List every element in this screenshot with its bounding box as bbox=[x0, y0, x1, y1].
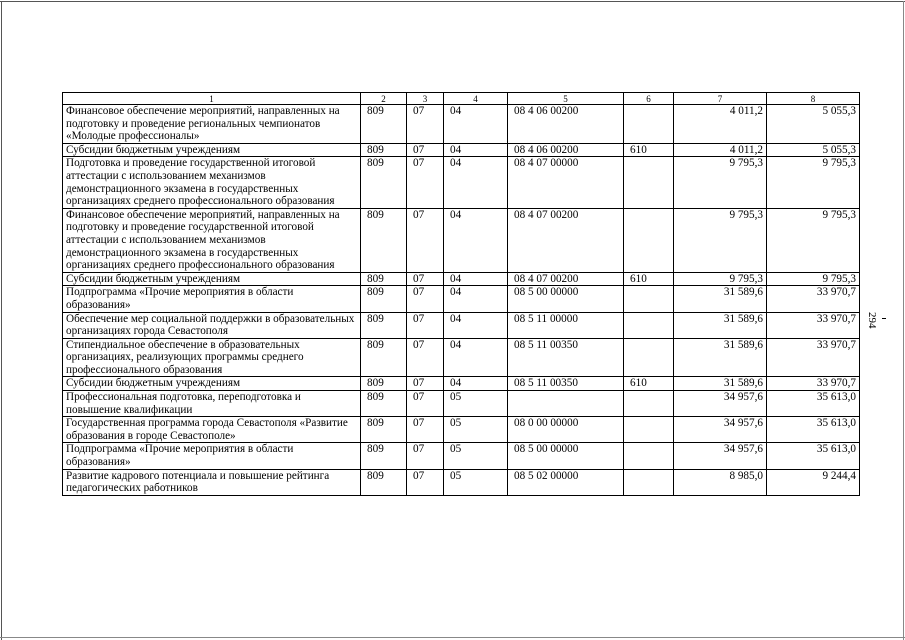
target-article-cell: 08 5 00 00000 bbox=[508, 443, 624, 469]
table-row bbox=[63, 157, 860, 208]
row-name-cell: Обеспечение мер социальной поддержки в образовательных организациях города Севастополя bbox=[63, 312, 361, 338]
row-name-cell: Профессиональная подготовка, переподготовка и повышение квалификации bbox=[63, 391, 361, 417]
ministry-code-cell: 809 bbox=[361, 469, 407, 495]
table-row bbox=[63, 338, 860, 377]
page-border-right bbox=[903, 1, 904, 640]
row-name-cell: Развитие кадрового потенциала и повышение рейтинга педагогических работников bbox=[63, 469, 361, 495]
amount-year1-cell: 9 795,3 bbox=[674, 272, 767, 286]
expense-type-cell bbox=[624, 312, 674, 338]
subsection-code-cell: 04 bbox=[444, 105, 508, 144]
ministry-code-cell: 809 bbox=[361, 377, 407, 391]
expense-type-cell bbox=[624, 157, 674, 208]
amount-year1-cell: 34 957,6 bbox=[674, 391, 767, 417]
target-article-cell: 08 4 07 00000 bbox=[508, 157, 624, 208]
subsection-code-cell: 05 bbox=[444, 391, 508, 417]
amount-year2-cell: 35 613,0 bbox=[767, 417, 860, 443]
table-row bbox=[63, 443, 860, 469]
row-name-cell: Стипендиальное обеспечение в образовательных организациях, реализующих программы среднего профессионального образования bbox=[63, 338, 361, 377]
ministry-code-cell: 809 bbox=[361, 443, 407, 469]
subsection-code-cell: 04 bbox=[444, 143, 508, 157]
section-code-cell: 07 bbox=[407, 143, 444, 157]
ministry-code-cell: 809 bbox=[361, 143, 407, 157]
target-article-cell: 08 5 00 00000 bbox=[508, 286, 624, 312]
row-name-cell: Финансовое обеспечение мероприятий, направленных на подготовку и проведение государственной итоговой аттестации с использованием механизмов демонстрационного экзамена в государственных организациях среднего профессионального образования bbox=[63, 208, 361, 272]
page-border-bottom bbox=[0, 637, 905, 638]
row-name-cell: Подпрограмма «Прочие мероприятия в области образования» bbox=[63, 443, 361, 469]
amount-year2-cell: 33 970,7 bbox=[767, 312, 860, 338]
page-number: 294 bbox=[866, 312, 878, 329]
subsection-code-cell: 05 bbox=[444, 417, 508, 443]
expense-type-cell bbox=[624, 443, 674, 469]
subsection-code-cell: 05 bbox=[444, 469, 508, 495]
amount-year2-cell: 9 244,4 bbox=[767, 469, 860, 495]
expense-type-cell bbox=[624, 208, 674, 272]
section-code-cell: 07 bbox=[407, 312, 444, 338]
amount-year1-cell: 9 795,3 bbox=[674, 208, 767, 272]
column-header: 3 bbox=[407, 93, 444, 105]
amount-year2-cell: 35 613,0 bbox=[767, 443, 860, 469]
table-row bbox=[63, 469, 860, 495]
amount-year2-cell: 5 055,3 bbox=[767, 143, 860, 157]
section-code-cell: 07 bbox=[407, 338, 444, 377]
target-article-cell: 08 5 11 00000 bbox=[508, 312, 624, 338]
amount-year2-cell: 9 795,3 bbox=[767, 272, 860, 286]
amount-year2-cell: 5 055,3 bbox=[767, 105, 860, 144]
target-article-cell: 08 4 07 00200 bbox=[508, 272, 624, 286]
target-article-cell: 08 4 06 00200 bbox=[508, 105, 624, 144]
margin-mark bbox=[882, 318, 886, 319]
page-border-top bbox=[0, 1, 905, 2]
section-code-cell: 07 bbox=[407, 157, 444, 208]
amount-year1-cell: 34 957,6 bbox=[674, 417, 767, 443]
ministry-code-cell: 809 bbox=[361, 286, 407, 312]
section-code-cell: 07 bbox=[407, 443, 444, 469]
section-code-cell: 07 bbox=[407, 391, 444, 417]
budget-table bbox=[62, 92, 860, 496]
target-article-cell: 08 5 11 00350 bbox=[508, 338, 624, 377]
subsection-code-cell: 04 bbox=[444, 272, 508, 286]
subsection-code-cell: 04 bbox=[444, 338, 508, 377]
row-name-cell: Финансовое обеспечение мероприятий, направленных на подготовку и проведение региональных чемпионатов «Молодые профессионалы» bbox=[63, 105, 361, 144]
expense-type-cell bbox=[624, 105, 674, 144]
expense-type-cell: 610 bbox=[624, 377, 674, 391]
header-row bbox=[63, 93, 860, 105]
column-header: 1 bbox=[63, 93, 361, 105]
section-code-cell: 07 bbox=[407, 105, 444, 144]
ministry-code-cell: 809 bbox=[361, 105, 407, 144]
table-row bbox=[63, 391, 860, 417]
ministry-code-cell: 809 bbox=[361, 417, 407, 443]
row-name-cell: Субсидии бюджетным учреждениям bbox=[63, 377, 361, 391]
column-header: 4 bbox=[444, 93, 508, 105]
amount-year2-cell: 35 613,0 bbox=[767, 391, 860, 417]
row-name-cell: Подготовка и проведение государственной итоговой аттестации с использованием механизмов демонстрационного экзамена в государственных организациях среднего профессионального образования bbox=[63, 157, 361, 208]
table-row bbox=[63, 208, 860, 272]
subsection-code-cell: 04 bbox=[444, 208, 508, 272]
amount-year1-cell: 31 589,6 bbox=[674, 286, 767, 312]
target-article-cell bbox=[508, 391, 624, 417]
column-header: 8 bbox=[767, 93, 860, 105]
section-code-cell: 07 bbox=[407, 469, 444, 495]
expense-type-cell: 610 bbox=[624, 272, 674, 286]
column-header: 6 bbox=[624, 93, 674, 105]
ministry-code-cell: 809 bbox=[361, 157, 407, 208]
amount-year1-cell: 4 011,2 bbox=[674, 143, 767, 157]
ministry-code-cell: 809 bbox=[361, 208, 407, 272]
amount-year1-cell: 4 011,2 bbox=[674, 105, 767, 144]
table-row bbox=[63, 105, 860, 144]
section-code-cell: 07 bbox=[407, 417, 444, 443]
amount-year2-cell: 33 970,7 bbox=[767, 377, 860, 391]
target-article-cell: 08 4 07 00200 bbox=[508, 208, 624, 272]
target-article-cell: 08 4 06 00200 bbox=[508, 143, 624, 157]
section-code-cell: 07 bbox=[407, 377, 444, 391]
row-name-cell: Государственная программа города Севастополя «Развитие образования в городе Севастополе» bbox=[63, 417, 361, 443]
ministry-code-cell: 809 bbox=[361, 272, 407, 286]
section-code-cell: 07 bbox=[407, 208, 444, 272]
row-name-cell: Субсидии бюджетным учреждениям bbox=[63, 143, 361, 157]
subsection-code-cell: 04 bbox=[444, 312, 508, 338]
row-name-cell: Субсидии бюджетным учреждениям bbox=[63, 272, 361, 286]
amount-year1-cell: 9 795,3 bbox=[674, 157, 767, 208]
expense-type-cell bbox=[624, 391, 674, 417]
subsection-code-cell: 04 bbox=[444, 377, 508, 391]
subsection-code-cell: 04 bbox=[444, 286, 508, 312]
table-row bbox=[63, 272, 860, 286]
ministry-code-cell: 809 bbox=[361, 391, 407, 417]
amount-year1-cell: 31 589,6 bbox=[674, 377, 767, 391]
target-article-cell: 08 0 00 00000 bbox=[508, 417, 624, 443]
row-name-cell: Подпрограмма «Прочие мероприятия в области образования» bbox=[63, 286, 361, 312]
table-row bbox=[63, 312, 860, 338]
table-row bbox=[63, 377, 860, 391]
section-code-cell: 07 bbox=[407, 272, 444, 286]
column-header: 7 bbox=[674, 93, 767, 105]
expense-type-cell bbox=[624, 286, 674, 312]
table-row bbox=[63, 143, 860, 157]
expense-type-cell bbox=[624, 338, 674, 377]
amount-year2-cell: 9 795,3 bbox=[767, 157, 860, 208]
amount-year2-cell: 33 970,7 bbox=[767, 286, 860, 312]
expense-type-cell bbox=[624, 469, 674, 495]
subsection-code-cell: 05 bbox=[444, 443, 508, 469]
ministry-code-cell: 809 bbox=[361, 338, 407, 377]
expense-type-cell: 610 bbox=[624, 143, 674, 157]
amount-year1-cell: 34 957,6 bbox=[674, 443, 767, 469]
amount-year2-cell: 33 970,7 bbox=[767, 338, 860, 377]
column-header: 2 bbox=[361, 93, 407, 105]
section-code-cell: 07 bbox=[407, 286, 444, 312]
table-row bbox=[63, 286, 860, 312]
amount-year1-cell: 31 589,6 bbox=[674, 312, 767, 338]
amount-year1-cell: 31 589,6 bbox=[674, 338, 767, 377]
page-border-left bbox=[1, 1, 2, 640]
target-article-cell: 08 5 11 00350 bbox=[508, 377, 624, 391]
amount-year1-cell: 8 985,0 bbox=[674, 469, 767, 495]
column-header: 5 bbox=[508, 93, 624, 105]
amount-year2-cell: 9 795,3 bbox=[767, 208, 860, 272]
target-article-cell: 08 5 02 00000 bbox=[508, 469, 624, 495]
table-row bbox=[63, 417, 860, 443]
expense-type-cell bbox=[624, 417, 674, 443]
ministry-code-cell: 809 bbox=[361, 312, 407, 338]
subsection-code-cell: 04 bbox=[444, 157, 508, 208]
